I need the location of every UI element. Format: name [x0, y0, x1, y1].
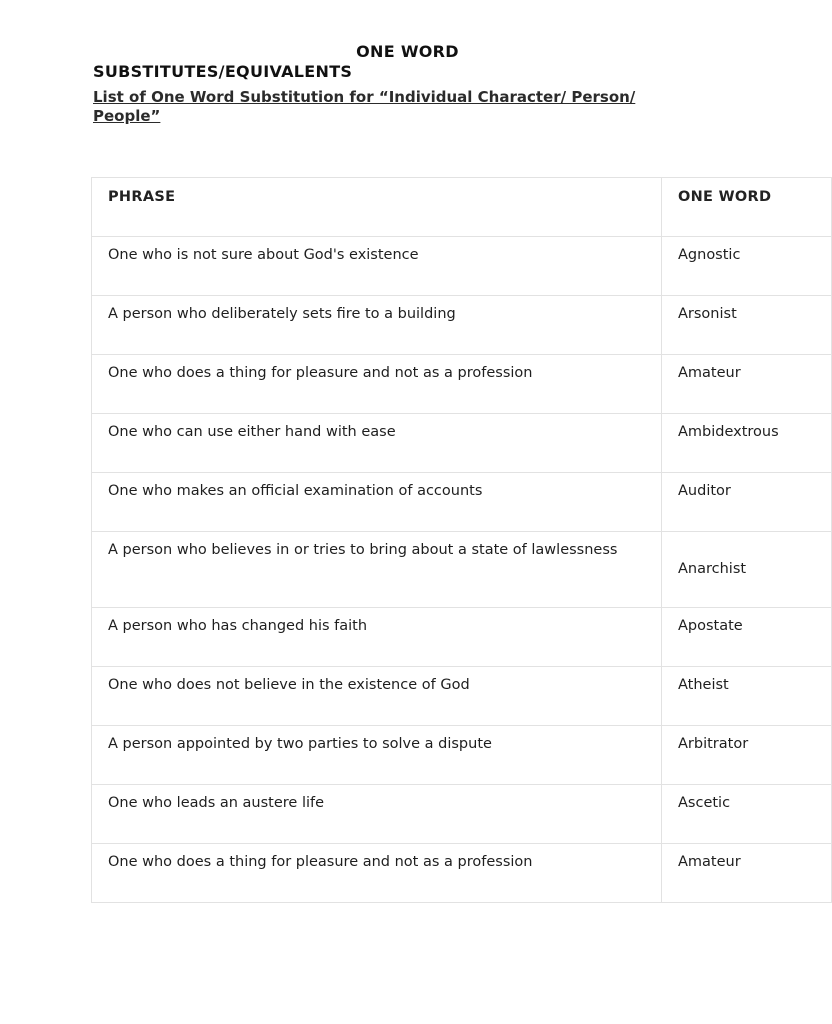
substitution-table: [91, 177, 832, 903]
word-cell: Apostate: [662, 608, 832, 667]
word-cell: Arbitrator: [662, 726, 832, 785]
phrase-cell: One who does a thing for pleasure and not as a profession: [92, 355, 662, 414]
phrase-cell: One who leads an austere life: [92, 785, 662, 844]
header-phrase: PHRASE: [92, 178, 662, 237]
phrase-cell: One who does not believe in the existence of God: [92, 667, 662, 726]
phrase-cell: A person appointed by two parties to solve a dispute: [92, 726, 662, 785]
phrase-cell: One who can use either hand with ease: [92, 414, 662, 473]
phrase-cell: One who does a thing for pleasure and not as a profession: [92, 844, 662, 903]
table-row: [92, 296, 832, 355]
word-cell: Amateur: [662, 844, 832, 903]
table-row: [92, 785, 832, 844]
document-title-line1: ONE WORD: [356, 42, 459, 61]
table-row: [92, 608, 832, 667]
table-row: [92, 844, 832, 903]
word-cell: Auditor: [662, 473, 832, 532]
table-row: [92, 237, 832, 296]
table-row: [92, 473, 832, 532]
table-row: [92, 726, 832, 785]
phrase-cell: A person who believes in or tries to bring about a state of lawlessness: [92, 532, 662, 608]
phrase-cell: One who makes an official examination of accounts: [92, 473, 662, 532]
word-cell: Agnostic: [662, 237, 832, 296]
header-one-word: ONE WORD: [662, 178, 832, 237]
word-cell: Amateur: [662, 355, 832, 414]
document-title-line2: SUBSTITUTES/EQUIVALENTS: [93, 62, 353, 81]
table-row: [92, 667, 832, 726]
phrase-cell: A person who has changed his faith: [92, 608, 662, 667]
document-subtitle: List of One Word Substitution for “Individual Character/ Person/ People”: [93, 88, 636, 125]
table-row: [92, 414, 832, 473]
phrase-cell: A person who deliberately sets fire to a building: [92, 296, 662, 355]
table-row: [92, 355, 832, 414]
phrase-cell: One who is not sure about God's existence: [92, 237, 662, 296]
substitution-table-container: [91, 177, 832, 903]
word-cell: Atheist: [662, 667, 832, 726]
word-cell: Ambidextrous: [662, 414, 832, 473]
word-cell: Arsonist: [662, 296, 832, 355]
table-row: [92, 532, 832, 608]
word-cell: Ascetic: [662, 785, 832, 844]
word-cell: Anarchist: [662, 532, 832, 608]
table-header-row: [92, 178, 832, 237]
